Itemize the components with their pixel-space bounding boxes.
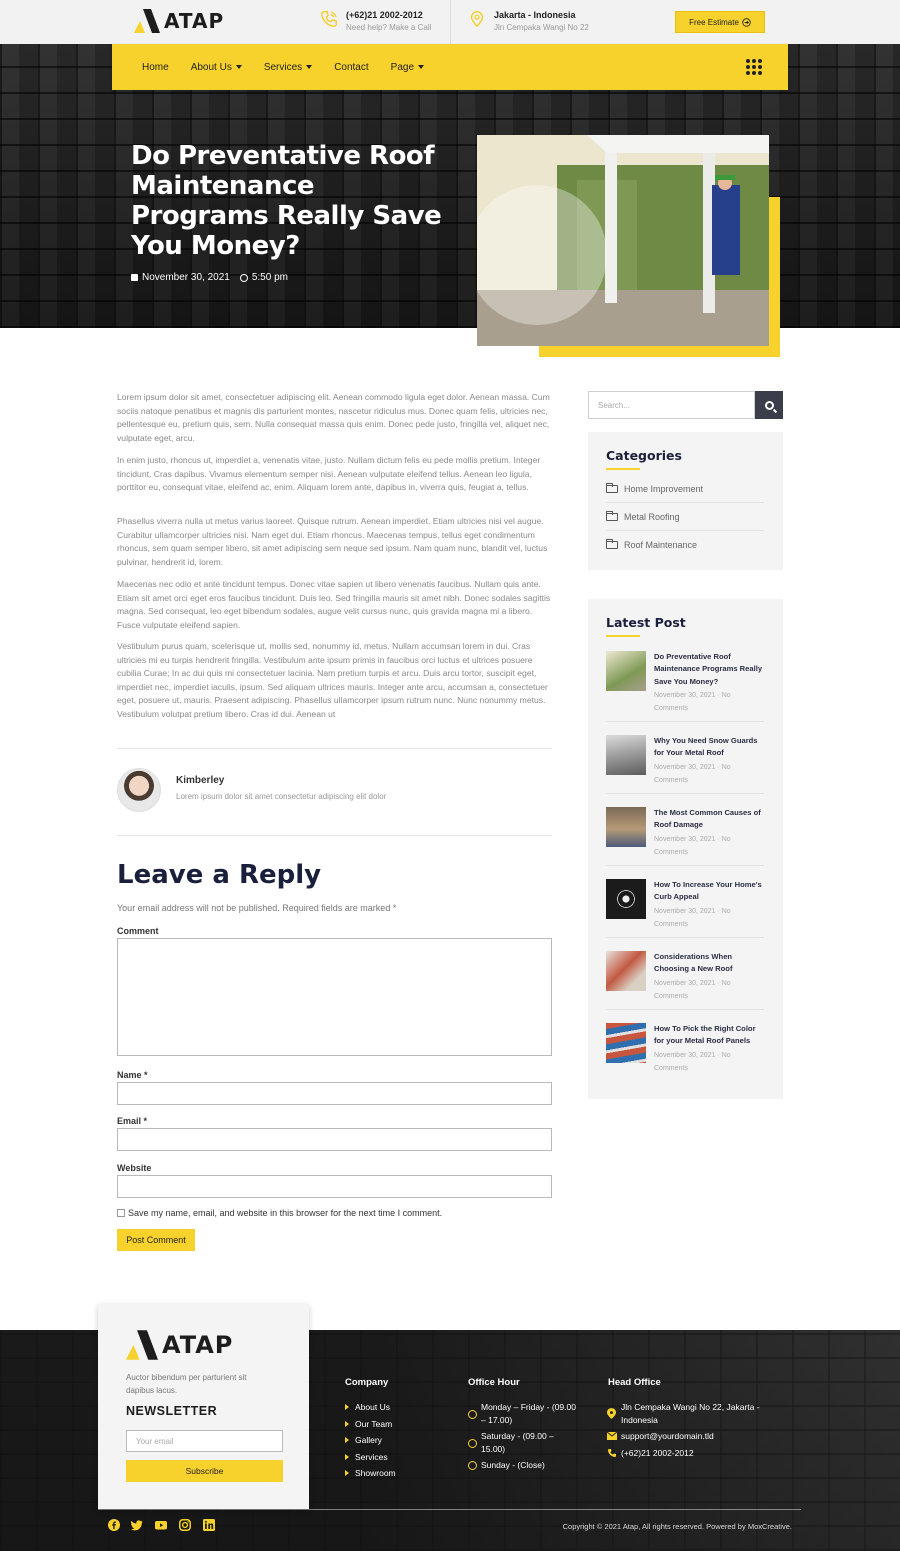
calendar-icon bbox=[131, 274, 138, 281]
header-phone[interactable] bbox=[320, 10, 431, 32]
name-input[interactable] bbox=[117, 1082, 552, 1105]
nav-page[interactable] bbox=[391, 62, 424, 73]
envelope-icon bbox=[607, 1432, 617, 1440]
category-item[interactable] bbox=[606, 540, 764, 550]
menu-grid-icon[interactable] bbox=[746, 59, 762, 75]
hours-saturday: Saturday - (09.00 – 15.00) bbox=[481, 1431, 554, 1454]
subscribe-button[interactable]: Subscribe bbox=[126, 1460, 283, 1482]
footer-link[interactable] bbox=[345, 1402, 390, 1412]
save-info-checkbox-row[interactable] bbox=[117, 1208, 442, 1218]
search-button[interactable] bbox=[755, 391, 783, 419]
footer-link[interactable] bbox=[345, 1452, 388, 1462]
nav-contact[interactable] bbox=[334, 62, 368, 73]
office-title: Head Office bbox=[608, 1377, 661, 1388]
instagram-icon[interactable] bbox=[179, 1519, 191, 1531]
phone-icon bbox=[320, 10, 338, 28]
divider bbox=[117, 748, 552, 749]
category-label: Metal Roofing bbox=[624, 512, 680, 522]
comment-label: Comment bbox=[117, 926, 159, 936]
divider bbox=[606, 937, 764, 938]
post-paragraph: Vestibulum purus quam, scelerisque ut, mollis sed, nonummy id, metus. Nullam accumsan lorem in dui. Cras ultricies mi eu turpis hendrerit fringilla. Vestibulum ante ipsum primis in faucibus orci luctus et ultrices posuere cubilia Curae; In ac dui quis mi consectetuer lacinia. Nam pretium turpis et arcu. Duis arcu tortor, suscipit eget, imperdiet nec, imperdiet iaculis, ipsum. Sed aliquam ultrices mauris. Integer ante arcu, accumsan a, consectetuer eget, posuere ut, mauris. Praesent adipiscing. Phasellus ullamcorper ipsum rutrum nunc. Nunc nonummy metus. Vestibulum volutpat pretium libero. Cras id dui. Aenean ut bbox=[117, 641, 548, 719]
divider bbox=[606, 502, 764, 503]
latest-post-link[interactable]: The Most Common Causes of Roof Damage bbox=[654, 808, 761, 830]
header-location bbox=[468, 10, 589, 32]
header-divider bbox=[450, 0, 451, 44]
post-paragraph: Lorem ipsum dolor sit amet, consectetuer adipiscing elit. Aenean commodo ligula eget dolor. Aenean massa. Cum sociis natoque penatibus et magnis dis parturient montes, nascetur ridiculus mus. Donec quam felis, ultricies nec, pellentesque eu, pretium quis, sem. Nulla consequat massa quis enim. Donec pede justo, fringilla vel, aliquet nec, vulputate eget, arcu. bbox=[117, 392, 550, 443]
triangle-right-icon bbox=[345, 1454, 349, 1460]
location-pin-icon bbox=[468, 10, 486, 28]
chevron-down-icon bbox=[418, 65, 424, 69]
arrow-circle-icon bbox=[742, 18, 751, 27]
search-icon bbox=[765, 401, 774, 410]
clock-icon bbox=[468, 1461, 477, 1470]
title-underline bbox=[606, 468, 640, 470]
category-item[interactable] bbox=[606, 512, 764, 522]
newsletter-title: NEWSLETTER bbox=[126, 1404, 218, 1418]
triangle-right-icon bbox=[345, 1470, 349, 1476]
footer-logo[interactable] bbox=[126, 1330, 233, 1360]
footer-link-label: Gallery bbox=[355, 1435, 382, 1445]
name-label: Name * bbox=[117, 1070, 148, 1080]
latest-post-link[interactable]: How To Pick the Right Color for your Metal Roof Panels bbox=[654, 1024, 756, 1046]
top-bar bbox=[0, 0, 900, 44]
website-label: Website bbox=[117, 1163, 152, 1173]
hours-sunday: Sunday - (Close) bbox=[481, 1460, 545, 1470]
office-address: Jln Cempaka Wangi No 22, Jakarta - Indonesia bbox=[621, 1402, 760, 1425]
site-logo[interactable] bbox=[134, 9, 224, 33]
logo-mark-icon bbox=[126, 1330, 158, 1360]
category-label: Roof Maintenance bbox=[624, 540, 698, 550]
folder-icon bbox=[606, 541, 618, 549]
linkedin-icon[interactable] bbox=[203, 1519, 215, 1531]
triangle-right-icon bbox=[345, 1404, 349, 1410]
category-label: Home Improvement bbox=[624, 484, 704, 494]
chevron-down-icon bbox=[306, 65, 312, 69]
reply-title: Leave a Reply bbox=[117, 860, 322, 890]
featured-image-illustration bbox=[477, 135, 769, 346]
clock-icon bbox=[468, 1410, 477, 1419]
latest-post-link[interactable]: Why You Need Snow Guards for Your Metal Roof bbox=[654, 736, 758, 758]
footer-tagline: Auctor bibendum per parturient sit dapibus lacus. bbox=[126, 1373, 247, 1395]
post-thumbnail[interactable] bbox=[606, 879, 646, 919]
latest-post-meta: November 30, 2021 · No Comments bbox=[654, 836, 731, 856]
featured-image bbox=[477, 135, 769, 346]
save-info-checkbox[interactable] bbox=[117, 1209, 125, 1217]
nav-about-label: About Us bbox=[190, 61, 232, 73]
post-meta bbox=[131, 272, 288, 283]
divider bbox=[117, 835, 552, 836]
facebook-icon[interactable] bbox=[108, 1519, 120, 1531]
free-estimate-label: Free Estimate bbox=[689, 17, 739, 27]
divider bbox=[606, 793, 764, 794]
nav-services[interactable] bbox=[264, 62, 312, 73]
search-input[interactable]: Search... bbox=[588, 391, 755, 419]
location-pin-icon bbox=[607, 1408, 616, 1419]
logo-text: ATAP bbox=[164, 9, 225, 33]
nav-home-label: Home bbox=[142, 61, 169, 73]
post-date: November 30, 2021 bbox=[142, 272, 230, 283]
latest-post-link[interactable]: Considerations When Choosing a New Roof bbox=[654, 952, 733, 974]
reply-note: Your email address will not be published. Required fields are marked * bbox=[117, 903, 397, 913]
post-thumbnail[interactable] bbox=[606, 1023, 646, 1063]
hours-weekday: Monday – Friday - (09.00 – 17.00) bbox=[481, 1402, 576, 1425]
post-title: Do Preventative Roof Maintenance Programs Really Save You Money? bbox=[131, 141, 442, 261]
phone-icon bbox=[607, 1448, 617, 1458]
post-thumbnail[interactable] bbox=[606, 951, 646, 991]
footer-link[interactable] bbox=[345, 1468, 396, 1478]
triangle-right-icon bbox=[345, 1437, 349, 1443]
nav-home[interactable] bbox=[142, 62, 169, 73]
triangle-right-icon bbox=[345, 1421, 349, 1427]
footer-link-label: About Us bbox=[355, 1402, 390, 1412]
latest-post-link[interactable]: How To Increase Your Home's Curb Appeal bbox=[654, 880, 762, 902]
copyright: Copyright © 2021 Atap, All rights reserved. Powered by MoxCreative. bbox=[562, 1522, 792, 1531]
title-underline bbox=[606, 635, 640, 637]
author-bio: Lorem ipsum dolor sit amet consectetur adipiscing elit dolor bbox=[176, 792, 387, 801]
main-nav bbox=[112, 44, 788, 90]
post-thumbnail[interactable] bbox=[606, 807, 646, 847]
divider bbox=[606, 530, 764, 531]
footer-link[interactable] bbox=[345, 1419, 392, 1429]
save-info-label: Save my name, email, and website in this browser for the next time I comment. bbox=[128, 1208, 443, 1218]
categories-panel bbox=[588, 432, 783, 570]
post-comment-button[interactable]: Post Comment bbox=[117, 1229, 195, 1251]
website-input[interactable] bbox=[117, 1175, 552, 1198]
free-estimate-button[interactable] bbox=[675, 11, 765, 33]
office-email[interactable]: support@yourdomain.tld bbox=[621, 1431, 714, 1441]
header-phone-number: (+62)21 2002-2012 bbox=[346, 10, 423, 20]
nav-services-label: Services bbox=[263, 61, 303, 73]
email-label: Email * bbox=[117, 1116, 148, 1126]
comment-textarea[interactable] bbox=[117, 938, 552, 1056]
footer-divider bbox=[98, 1509, 801, 1510]
clock-icon bbox=[468, 1439, 477, 1448]
post-thumbnail[interactable] bbox=[606, 651, 646, 691]
latest-post-meta: November 30, 2021 · No Comments bbox=[654, 980, 731, 1000]
chevron-down-icon bbox=[236, 65, 242, 69]
header-location-address: Jln Cempaka Wangi No 22 bbox=[494, 23, 589, 32]
folder-icon bbox=[606, 485, 618, 493]
latest-post-title: Latest Post bbox=[606, 615, 686, 630]
logo-text: ATAP bbox=[162, 1331, 234, 1359]
divider bbox=[606, 1009, 764, 1010]
post-paragraph: Maecenas nec odio et ante tincidunt tempus. Donec vitae sapien ut libero venenatis faucibus. Nullam quis ante. Etiam sit amet orci eget eros faucibus tincidunt. Duis leo. Sed fringilla mauris sit amet nibh. Donec sodales sagittis magna. Sed consequat, leo eget bibendum sodales, augue velit cursus nunc, quis gravida magna mi a libero. Fusce vulputate eleifend sapien. bbox=[117, 579, 551, 630]
header-phone-sub: Need help? Make a Call bbox=[346, 23, 432, 32]
nav-page-label: Page bbox=[390, 61, 415, 73]
latest-post-panel bbox=[588, 599, 783, 1099]
newsletter-email-input[interactable]: Your email bbox=[126, 1430, 283, 1452]
clock-icon bbox=[240, 274, 248, 282]
post-time: 5:50 pm bbox=[251, 272, 288, 283]
folder-icon bbox=[606, 513, 618, 521]
header-location-city: Jakarta - Indonesia bbox=[494, 10, 576, 20]
nav-contact-label: Contact bbox=[334, 61, 369, 73]
post-paragraph: Phasellus viverra nulla ut metus varius laoreet. Quisque rutrum. Aenean imperdiet. Etiam ultricies nisi vel augue. Curabitur ullamcorper ultricies nisi. Nam eget dui. Etiam rhoncus. Maecenas tempus, tellus eget condimentum rhoncus, sem quam semper libero, sit amet adipiscing sem neque sed ipsum. Nam quam nunc, blandit vel, luctus pulvinar, hendrerit id, lorem. bbox=[117, 516, 548, 567]
footer-link-label: Showroom bbox=[355, 1468, 396, 1478]
latest-post-meta: November 30, 2021 · No Comments bbox=[654, 1052, 731, 1072]
post-thumbnail[interactable] bbox=[606, 735, 646, 775]
latest-post-meta: November 30, 2021 · No Comments bbox=[654, 764, 731, 784]
youtube-icon[interactable] bbox=[155, 1519, 167, 1531]
divider bbox=[606, 721, 764, 722]
divider bbox=[606, 865, 764, 866]
categories-title: Categories bbox=[606, 448, 682, 463]
category-item[interactable] bbox=[606, 484, 764, 494]
twitter-icon[interactable] bbox=[131, 1519, 143, 1531]
latest-post-meta: November 30, 2021 · No Comments bbox=[654, 692, 731, 712]
nav-about[interactable] bbox=[191, 62, 242, 73]
email-input[interactable] bbox=[117, 1128, 552, 1151]
author-name: Kimberley bbox=[176, 775, 225, 786]
footer-link-label: Our Team bbox=[355, 1419, 393, 1429]
office-phone[interactable]: (+62)21 2002-2012 bbox=[621, 1448, 694, 1458]
author-avatar bbox=[117, 768, 161, 812]
latest-post-meta: November 30, 2021 · No Comments bbox=[654, 908, 731, 928]
footer-link-label: Services bbox=[355, 1452, 388, 1462]
hours-title: Office Hour bbox=[468, 1377, 520, 1388]
latest-post-link[interactable]: Do Preventative Roof Maintenance Programs Really Save You Money? bbox=[654, 652, 763, 686]
footer-link[interactable] bbox=[345, 1435, 382, 1445]
company-title: Company bbox=[345, 1377, 389, 1388]
post-paragraph: In enim justo, rhoncus ut, imperdiet a, venenatis vitae, justo. Nullam dictum felis eu pede mollis pretium. Integer tincidunt. Cras dapibus. Vivamus elementum semper nisi. Aenean vulputate eleifend tellus. Aenean leo ligula, porttitor eu, consequat vitae, eleifend ac, enim. Aliquam lorem ante, dapibus in, viverra quis, feugiat a, tellus. bbox=[117, 455, 541, 493]
logo-mark-icon bbox=[134, 9, 160, 33]
